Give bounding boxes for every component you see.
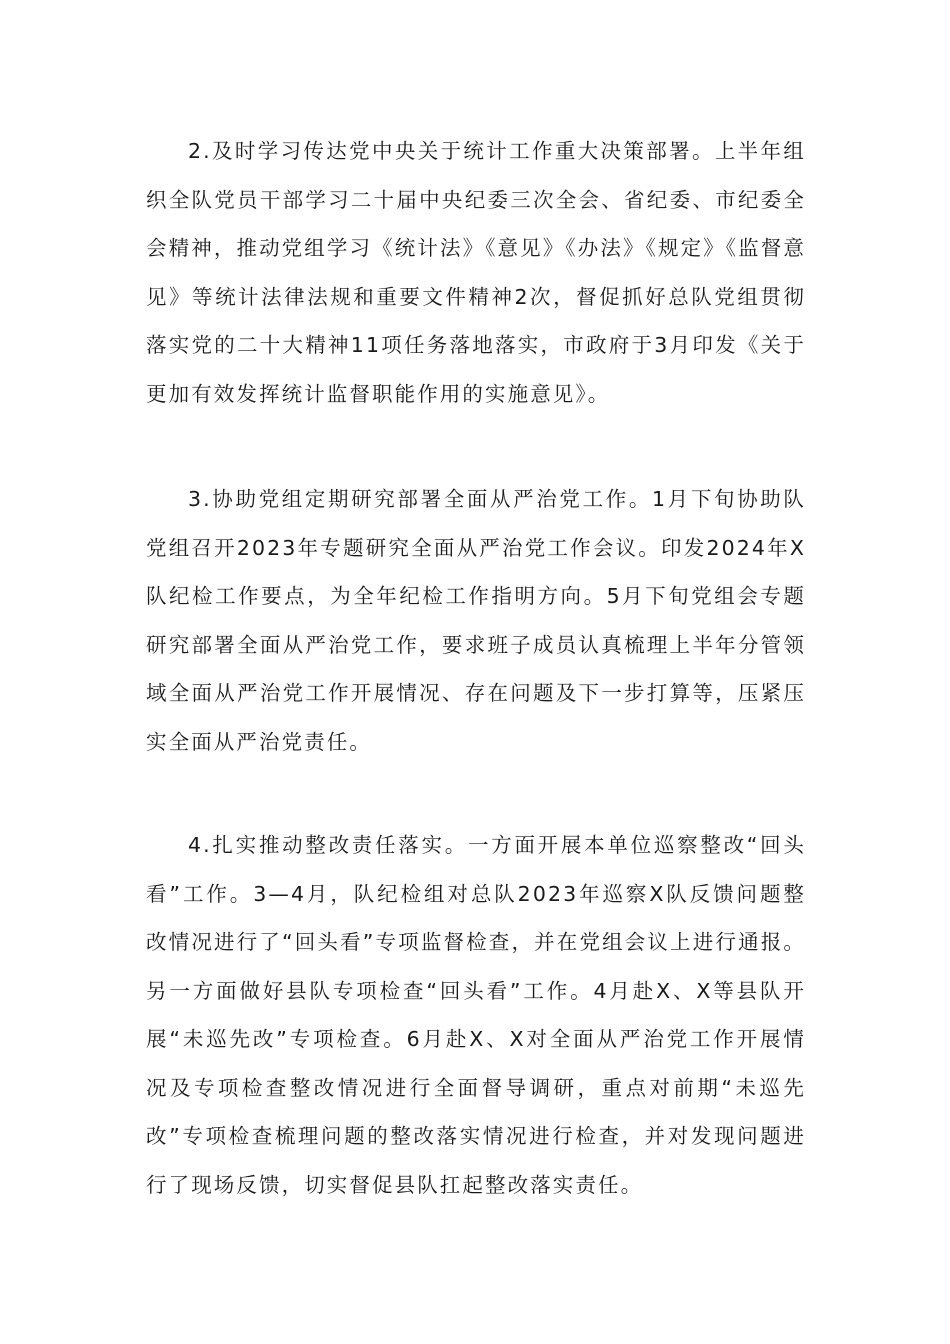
- paragraph-item-4: 4.扎实推动整改责任落实。一方面开展本单位巡察整改“回头看”工作。3—4月，队纪检组对总队2023年巡察X队反馈问题整改情况进行了“回头看”专项监督检查，并在党组会议上进行通报。另一方面做好县队专项检查“回头看”工作。4月赴X、X等县队开展“未巡先改”专项检查。6月赴X、X对全面从严治党工作开展情况及专项检查整改情况进行全面督导调研，重点对前期“未巡先改”专项检查梳理问题的整改落实情况进行检查，并对发现问题进行了现场反馈，切实督促县队扛起整改落实责任。: [146, 833, 806, 1197]
- paragraph-item-3: 3.协助党组定期研究部署全面从严治党工作。1月下旬协助队党组召开2023年专题研究全面从严治党工作会议。印发2024年X队纪检工作要点，为全年纪检工作指明方向。5月下旬党组会专题研究部署全面从严治党工作，要求班子成员认真梳理上半年分管领域全面从严治党工作开展情况、存在问题及下一步打算等，压紧压实全面从严治党责任。: [146, 487, 806, 754]
- paragraph-item-2: 2.及时学习传达党中央关于统计工作重大决策部署。上半年组织全队党员干部学习二十届中央纪委三次全会、省纪委、市纪委全会精神，推动党组学习《统计法》《意见》《办法》《规定》《监督意见》等统计法律法规和重要文件精神2次，督促抓好总队党组贯彻落实党的二十大精神11项任务落地落实，市政府于3月印发《关于更加有效发挥统计监督职能作用的实施意见》。: [146, 139, 806, 406]
